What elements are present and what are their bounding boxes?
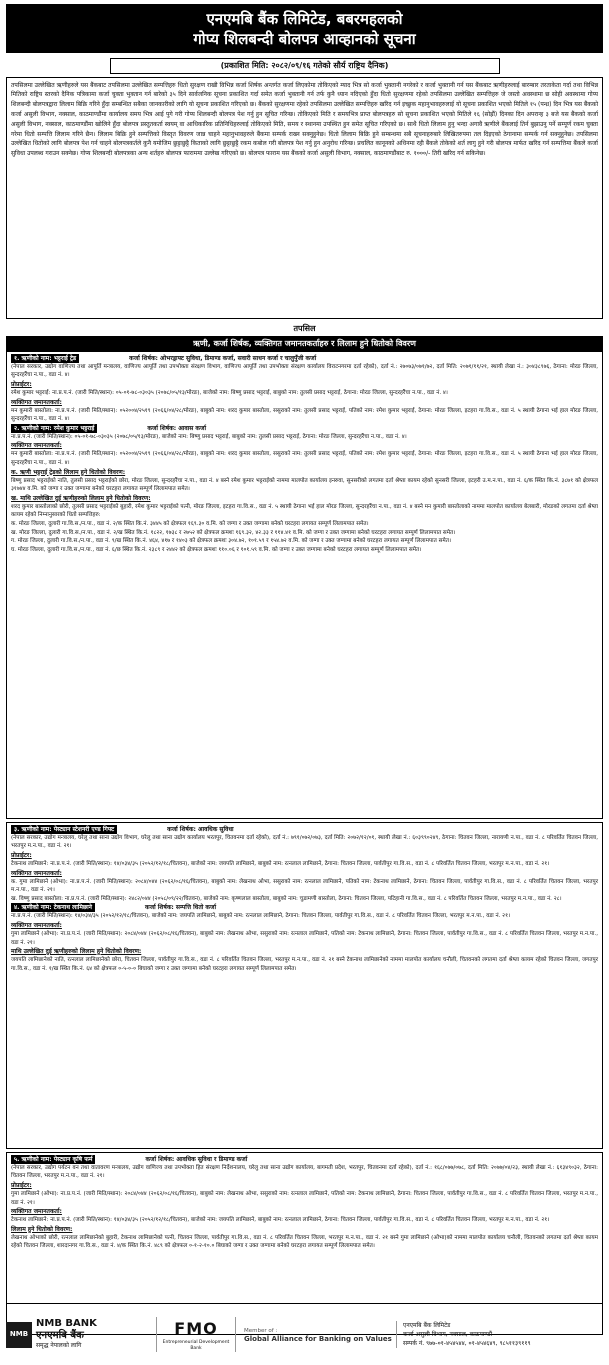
collateral-item: घ. मोरङ जिल्ला, दुलारी गा.वि.स./न.पा., वडा नं. ६/छ स्थित कि.नं. २३८९ र २४४२ को क्षेत्रफल क्रमशः ११०.०६ र १०१.५९ व.मि. को जग्गा र उक्त जग्गामा बनेको घरटहरा लगायत सम्पूर्ण लिलामपात समेत। [11,546,422,553]
nmb-mark-icon: NMB [6,1322,32,1348]
guarantor-details: क. गुमा लामिछाने (ओभा): ना.प्र.प.नं. (जारी मिति/स्थान): २०८४/०४४ (२०६२/०८/१६/चितवन), बाबुको नाम: लेखनाथ ओभा, ससुराको नाम: रत्नलाल लामिछाने, पतिको नाम: टेकनाथ लामिछाने, ठेगाना: चितवन जिल्ला, पार्वतीपुर गा.वि.स., वडा नं. ८ परिवर्तित चितवन जिल्ला, भरतपुर म.न.पा., वडा नं. २१। [11,878,598,894]
nmb-logo [6,1318,156,1351]
notice-header [6,4,603,53]
gabv-name: Global Alliance for Banking on Values [244,1334,392,1343]
proprietor-label: प्रोप्राईटर: [11,851,32,859]
collateral-details: जयपति लामिछानेको नाति, रत्नलाल लामिछानेको छोरा, चितवन जिल्ला, पार्वतीपुर गा.वि.स., वडा नं. ८ परिवर्तित चितवन जिल्ला, भरतपुर म.न.पा., वडा नं. २१ बस्ने टेकनाथ लामिछानेको नाममा मालपोत कार्यालय चनौली, चितवनको लगतमा दर्ता श्रेष्ता कायम रहेको चितवन जिल्ला, जगतपुर गा.वि.स., वडा नं. १/ख स्थित कि.नं. ६४ को क्षेत्रफल ०-५-०-० बिघाको जग्गा र उक्त जग्गामा बनेको घरटहरा लगायत सम्पूर्ण लिलामपात समेत। [11,957,598,972]
loan-title: कर्जा शिर्षक: आवास कर्जा [147,424,207,432]
borrower-heading: ४. ऋणीको नाम: टेकनाथ लामिछाने [11,903,95,912]
loan-title: कर्जा शिर्षक: ओभरड्राफ्ट सुविधा, डिमाण्ड कर्जा, सवारी साधन कर्जा र चालुपुँजी कर्जा [129,354,317,362]
borrower-details: (नेपाल सरकार, उद्योग वाणिज्य तथा आपूर्ति मन्त्रालय, वाणिज्य आपूर्ति तथा उपभोक्ता संरक्षण विभाग, वाणिज्य आपूर्ति तथा उपभोक्ता संरक्षण कार्यालय विराटनगरमा दर्ता रहेको), दर्ता नं.: २७०७३/०७१/७२, दर्ता मिति: २०७१/११/२१, स्थायी लेखा नं.: ३०४३८९७६, ठेगाना: मोरङ जिल्ला, सुन्दरहरैंचा न.पा., वडा नं. ४। [11,363,598,379]
proprietor-details: टेकनाथ लामिछाने: ना.प्र.प.नं. (जारी मिति/स्थान): १४/०३४/३५ (२०५२/१२/१८/चितवन), बाजेको नाम: जयपति लामिछाने, बाबुको नाम: रत्नलाल लामिछाने, ठेगाना: चितवन जिल्ला, पार्वतीपुर गा.वि.स., वडा नं. ८ परिवर्तित चितवन जिल्ला, भरतपुर म.न.पा., वडा नं. २१। [11,860,550,867]
contact-address [396,1321,603,1348]
collateral-details: लेखनाथ ओभाको छोरी, रत्नलाल लामिछानेको बुहारी, टेकनाथ लामिछानेको पत्नी, चितवन जिल्ला, पार्वतीपुर गा.वि.स., वडा नं. ८ परिवर्तित चितवन जिल्ला, भरतपुर म.न.पा., वडा नं. २१ बस्ने गुमा लामिछाने (ओभा)को नाममा मालपोत कार्यालय चनौली, चितवनको लगतमा दर्ता श्रेष्ता कायम रहेको चितवन जिल्ला, शारदानगर गा.वि.स., वडा नं. ४/क स्थित कि.नं. ४८९ को क्षेत्रफल ०-१-२-१०.० बिघाको जग्गा र उक्त जग्गामा बनेको घरटहरा लगायत सम्पूर्ण लिलामपात समेत। [11,1234,598,1250]
borrower-heading: ५. ऋणीको नाम: पेस्ट्यान कृषि फर्म [11,1155,95,1164]
collateral-label: ख. माथि उल्लेखित दुई ऋणीहरुको लिलाम हुने धितोको विवरण: [11,494,151,502]
borrower-heading: १. ऋणीको नाम: भट्टराई ट्रेड [11,354,79,363]
table-title: ऋणी, कर्जा शिर्षक, व्यक्तिगत जमानतकर्ताहरु र लिलाम हुने धितोको विवरण [6,336,603,352]
borrower-details: ना.प्र.प.नं. (जारी मिति/स्थान): १४/०३४/३५ (२०५२/१२/१८/चितवन), बाजेको नाम: जयपति लामिछाने, बाबुको नाम: रत्नलाल लामिछाने, ठेगाना: चितवन जिल्ला, पार्वतीपुर गा.वि.स., वडा नं. ८ परिवर्तित चितवन जिल्ला, भरतपुर म.न.पा., वडा नं. २१। [11,913,511,920]
guarantor-details: टेकनाथ लामिछाने: ना.प्र.प.नं. (जारी मिति/स्थान): १४/०३४/३५ (२०५२/१२/१८/चितवन), बाजेको नाम: जयपति लामिछाने, बाबुको नाम: रत्नलाल लामिछाने, ठेगाना: चितवन जिल्ला, पार्वतीपुर गा.वि.स., वडा नं. ८ परिवर्तित चितवन जिल्ला, भरतपुर म.न.पा., वडा नं. २१। [11,1217,550,1224]
address-phone: सम्पर्क नं. ९७७-०१-४५४५४४, ०१-४५४६४९, ९८५११३९११९ [403,1340,531,1347]
borrower-details: (नेपाल सरकार, उद्योग मन्त्रालय, घरेलु तथा साना उद्योग विभाग, घरेलु तथा साना उद्योग कार्यालय भरतपुर, चितवनमा दर्ता रहेको), दर्ता नं.: ७९१/०७२/०७३, दर्ता मिति: २०७२/१२/०१, स्थायी लेखा नं.: ६०३९९०२४९, ठेगाना: चितवन जिल्ला, नारायणी न.पा., वडा नं. ८ परिवर्तित चितवन जिल्ला, भरतपुर म.न.पा., वडा नं. २१। [11,834,598,850]
guarantor-details: मन कुमारी बास्तोला: ना.प्र.प.नं. (जारी मिति/स्थान): ०५२००४/२५१९ (२०६६/०४/२८/मोरङ), बाबुको नाम: शरद कुमार बास्तोला, ससुराको नाम: तुलसी प्रसाद भट्टराई, पतिको नाम: रमेश कुमार भट्टराई, ठेगाना: मोरङ जिल्ला, इटहरा गा.वि.स., वडा नं. ५ स्थायी ठेगाना भई हाल मोरङ जिल्ला, सुन्दरहरैंचा न.पा., वडा नं. ४। [11,407,598,423]
borrower-heading: २. ऋणीको नाम: रमेश कुमार भट्टराई [11,424,97,433]
intro-paragraph: तपसिलमा उल्लेखित ऋणीहरुले यस बैंकबाट तपसिलमा उल्लेखित सम्पत्तिहरु धितो सुरक्षण राखी विभिन्न कर्जा शिर्षक अन्तर्गत कर्जा लिएकोमा तोकिएको म्याद भित्र सो कर्जा भुक्तानी नगरेको र कर्जा भुक्तानी गर्न यस बैंकबाट ऋणीहरुलाई बारम्बार तरताकेता गर्दा तथा विभिन्न मितिको राष्ट्रिय स्तरको दैनिक पत्रिकामा कर्जा चुक्ता भुक्तान गर्न बारेको ३५ दिने सार्वजनिक सूचना प्रकाशित गर्दा समेत कर्जा भुक्तानी गर्न तर्फ कुनै ध्यान नदिएको हुँदा धितो सुरक्षणमा रहेको तपसिलमा उल्लेखित सम्पत्तिहरु जे जस्तो अवस्थामा छ सोही अवस्थामा गोप्य शिलबन्दी बोलपत्रद्वारा लिलाम बिक्रि गरिने हुँदा सम्बन्धित सबैका जानकारीको लागि यो सूचना प्रकाशित गरिएको छ। बैंकको सुरक्षणमा रहेको तपसिलमा उल्लेखित सम्पत्तिहरु खरिद गर्न इच्छुक महानुभावहरुलाई यो सूचना प्रकाशित भएको मितिले १५ (पन्ध्र) दिन भित्र यस बैंकको कर्जा असुली विभाग, नक्साल, काठमाण्डौंमा कार्यालय समय भित्र आई पुगे गरी गोप्य शिलबन्दी बोलपत्र पेश गर्नु हुन सूचित गरिन्छ। तोकिएको मिति र समयभित्र प्राप्त बोलपत्रहरु सो सूचना प्रकाशित भएको मितिले १६ (सोह्रौं) दिनका दिन अपरान्ह ३ बजे यस बैंकको कर्जा असुली विभाग, नक्साल, काठमाण्डौंमा खोलिने हुँदा बोलपत्र प्रस्तुतकर्ता स्वयम् वा आधिकारिक प्रतिनिधिहरुलाई तोकिएको मिति, समय र स्थानमा उपस्थित हुन समेत सूचित गरिएको छ। साथै धितो लिलाम हुनु भन्दा अगावै ऋणीले बैंकलाई तिर्न बुझाउनु पर्ने सम्पूर्ण रकम चुक्ता गरेमा धितो सम्पत्ति लिलाम गरिने छैन। लिलाम बिक्रि हुने सम्पत्तिको विस्तृत विवरण जान्न चाहने महानुभावहरुले बैंकमा सम्पर्क राख्न सक्नुहुनेछ। धितो लिलाम बिक्रि हुने सम्बन्धमा सबै सूचनाहरुबारे लिखितरुपमा तल दिइएको ठेगानामा सम्पर्क गर्न सक्नुहुनेछ। तपसिलमा उल्लेखित धितोको लागि बोलपत्र पेश गर्न चाहने बोलपत्रकर्तले कुनै यमोजिम छुट्टाछुट्टै किताको लागि छुट्टाछुट्टै रकम कबोल गरी बोलपत्र पेश गर्नु हुन अनुरोध गरिन्छ। प्रचलित कानूनको अधिनमा रही बैंकले तोकेको शर्त लागु हुने गरी बोलपत्र मार्फत खरिद गर्न सम्पत्तिमा बैंकले कर्जा सुविधा उपलब्ध गराउन सक्नेछ। गोप्य शिलबन्दी बोलपत्रका अन्य शर्तहरु बोलपत्र फाराममा उल्लेख गरिएको छ। बोलपत्र फाराम यस बैंकको कर्जा असुली विभाग, नक्साल, काठमाण्डौंबाट रु. १०००/- तिरी खरिद गर्न सकिनेछ। [6,77,603,319]
address-dept: कर्जा असुली विभाग, नक्साल, काठमाण्डौं [403,1331,493,1338]
bank-slogan: समृद्ध नेपालको लागि [36,1342,82,1350]
guarantor-label: व्यक्तिगत जमानतकर्ता: [11,921,62,929]
proprietor-details: गुमा लामिछाने (ओभा): ना.प्र.प.नं. (जारी मिति/स्थान): २०८४/०४४ (२०६२/०८/१६/चितवन), बाबुको नाम: लेखनाथ ओभा, ससुराको नाम: रत्नलाल लामिछाने, पतिको नाम: टेकनाथ लामिछाने, ठेगाना: चितवन जिल्ला, पार्वतीपुर गा.वि.स., वडा नं. ८ परिवर्तित चितवन जिल्ला, भरतपुर म.न.पा., वडा नं. २१। [11,1190,598,1206]
guarantor-label: व्यक्तिगत जमानतकर्ता: [11,442,62,450]
fmo-subtitle: Entrepreneurial Development Bank [162,1340,230,1352]
collateral-label: क. ऋणी भट्टराई ट्रेडको लिलाम हुने धितोको विवरण: [11,468,126,476]
section-2 [6,822,603,1149]
proprietor-details: रमेश कुमार भट्टराई: ना.प्र.प.नं. (जारी मिति/स्थान): ०५-०१-७८-०३०३५ (२०७८/०५/१३/मोरङ), बाजेको नाम: बिष्णु प्रसाद भट्टराई, बाबुको नाम: तुलसी प्रसाद भट्टराई, ठेगाना: मोरङ जिल्ला, सुन्दरहरैंचा न.पा., वडा नं. ४। [11,389,448,396]
collateral-label: माथि उल्लेखित दुई ऋणीहरुको लिलाम हुने धितोको विवरण: [11,948,142,956]
bank-name-np: एनएमबि बैंक [36,1330,84,1342]
collateral-item: क. मोरङ जिल्ला, दुलारी गा.वि.स./न.पा., वडा नं. २/क स्थित कि.नं. ३४४५ को क्षेत्रफल १६९.३० व.मि. को जग्गा र उक्त जग्गामा बनेको घरटहरा लगायत सम्पूर्ण लिलामपात समेत। [11,520,369,527]
proprietor-label: प्रोप्राईटर: [11,1181,32,1189]
schedule-title: तपसिल [293,323,316,333]
borrower-details: ना.प्र.प.नं. (जारी मिति/स्थान): ०५-०१-७८-०३०३५ (२०७८/०५/१३/मोरङ), बाजेको नाम: बिष्णु प्रसाद भट्टराई, बाबुको नाम: तुलसी प्रसाद भट्टराई, ठेगाना: मोरङ जिल्ला, सुन्दरहरैंचा न.पा., वडा नं. ४। [11,433,407,440]
guarantor-details: मन कुमारी बास्तोला: ना.प्र.प.नं. (जारी मिति/स्थान): ०५२००४/२५१९ (२०६६/०४/२८/मोरङ), बाबुको नाम: शरद कुमार बास्तोला, ससुराको नाम: तुलसी प्रसाद भट्टराई, पतिको नाम: रमेश कुमार भट्टराई, ठेगाना: मोरङ जिल्ला, इटहरा गा.वि.स., वडा नं. ५ स्थायी ठेगाना भई हाल मोरङ जिल्ला, सुन्दरहरैंचा न.पा., वडा नं. ४। [11,451,598,466]
address-bank: एनएमबि बैंक लिमिटेड [403,1322,451,1329]
bank-name-en: NMB BANK [36,1318,97,1330]
fmo-logo [156,1317,236,1352]
borrower-details: (नेपाल सरकार, उद्योग पर्यटन वन तथा वातावरण मन्त्रालय, उद्योग वाणिज्य तथा उपभोक्ता हित संरक्षण निर्देशनालय, घरेलु तथा साना उद्योग कार्यालय, बागमती प्रदेश, भरतपुर, चितवनमा दर्ता रहेको), दर्ता नं.: १६८/०७७/०७८, दर्ता मिति: २०७७/०४/२३, स्थायी लेखा नं.: ६१३४९०३२, ठेगाना: चितवन जिल्ला, भरतपुर म.न.पा., वडा नं. २१। [11,1164,598,1180]
collateral-details: बिष्णु प्रसाद भट्टराईको नाति, तुलसी प्रसाद भट्टराईको छोरा, मोरङ जिल्ला, सुन्दरहरैंचा न.पा., वडा नं. ४ बस्ने रमेश कुमार भट्टराईको नाममा मालपोत कार्यालय इनरुवा, सुनसरीको लगतमा दर्ता श्रेष्ता कायम रहेको सुनसरी जिल्ला, इटहरी उ.म.न.पा., वडा नं. ६/क स्थित कि.नं. ३८७१ को क्षेत्रफल ३१७४४ व.मि. को जग्गा र उक्त जग्गामा बनेको घरटहरा लगायत सम्पूर्ण लिलामपात समेत। [11,477,598,493]
header-line-2: गोप्य शिलबन्दी बोलपत्र आव्हानको सूचना [193,30,416,48]
guarantor-label: व्यक्तिगत जमानतकर्ता: [11,869,62,877]
borrower-heading: ३. ऋणीको नाम: पेस्ट्यान स्टेशनरी एण्ड गिफ्ट [11,825,117,834]
member-label: Member of : [244,1327,278,1334]
loan-title: कर्जा शिर्षक: आवधिक सुविधा र डिमाण्ड कर्जा [145,1155,248,1163]
collateral-details: शरद कुमार बास्तोलाको छोरी, तुलसी प्रसाद भट्टराईको बुहारी, रमेश कुमार भट्टराईको पत्नी, मोरङ जिल्ला, इटहरा गा.वि.स., वडा नं. ५ स्थायी ठेगाना भई हाल मोरङ जिल्ला, सुन्दरहरैंचा न.पा., वडा नं. ४ बस्ने मन कुमारी बास्तोलाको नाममा मालपोत कार्यालय बेलबारी, मोरङको लगतमा दर्ता श्रेष्ता कायम रहेको निम्नानुसारको धितो सम्पत्तिहरु: [11,503,598,519]
collateral-item: ख. मोरङ जिल्ला, दुलारी गा.वि.स./न.पा., वडा नं. २/ख स्थित कि.नं. १८२२, १७३८ र २७५२ को क्षेत्रफल क्रमशः १६९.३२, ४२.३३ र ११४.४१ व.मि. को जग्गा र उक्त जग्गामा बनेको घरटहरा लगायत सम्पूर्ण लिलामपात समेत। [11,529,456,536]
header-line-1: एनएमबि बैंक लिमिटेड, बबरमहलको [206,10,403,28]
publication-date: (प्रकाशित मिति: २०८२/०९/१६ गतेको सौर्य राष्ट्रिय दैनिक) [110,58,500,74]
guarantor-details: गुमा लामिछाने (ओभा): ना.प्र.प.नं. (जारी मिति/स्थान): २०८४/०४४ (२०६२/०८/१६/चितवन), बाबुको नाम: लेखनाथ ओभा, ससुराको नाम: रत्नलाल लामिछाने, पतिको नाम: टेकनाथ लामिछाने, ठेगाना: चितवन जिल्ला, पार्वतीपुर गा.वि.स., वडा नं. ८ परिवर्तित चितवन जिल्ला, भरतपुर म.न.पा., वडा नं. २१। [11,930,598,946]
section-1 [6,352,603,819]
gabv-logo [236,1327,396,1343]
collateral-label: लिलाम हुने धितोको विवरण: [11,1225,73,1233]
loan-title: कर्जा शिर्षक: आवधिक सुविधा [167,825,234,833]
footer [6,1303,603,1361]
guarantor-label: व्यक्तिगत जमानतकर्ता: [11,398,62,406]
loan-title: कर्जा शिर्षक: सम्पत्ति धितो कर्जा [145,904,217,912]
fmo-mark: FMO [174,1318,218,1338]
guarantor-label: व्यक्तिगत जमानतकर्ता: [11,1208,62,1216]
proprietor-label: प्रोप्राईटर: [11,380,32,388]
collateral-item: ग. मोरङ जिल्ला, दुलारी गा.वि.स./न.पा., वडा नं. ९/ख स्थित कि.नं. ४६४, ४१७ र १४०३ को क्षेत्रफल क्रमशः ३०४.७२, १०१.५९ र १५४.७२ व.मि. को जग्गा र उक्त जग्गामा बनेको घरटहरा लगायत सम्पूर्ण लिलामपात समेत। [11,538,452,545]
guarantor-details: ख. विष्णु प्रसाद बास्तोला: ना.प्र.प.नं. (जारी मिति/स्थान): २४८२/०४४ (२०५८/०९/२२/चितवन), बाजेको नाम: कृष्णलाल बास्तोला, बाबुको नाम: चुडामणी बास्तोला, ठेगाना: चितवन जिल्ला, पटिहानी गा.वि.स., वडा नं. ८ परिवर्तित चितवन जिल्ला, भरतपुर म.न.पा., वडा नं. २८। [11,895,562,902]
